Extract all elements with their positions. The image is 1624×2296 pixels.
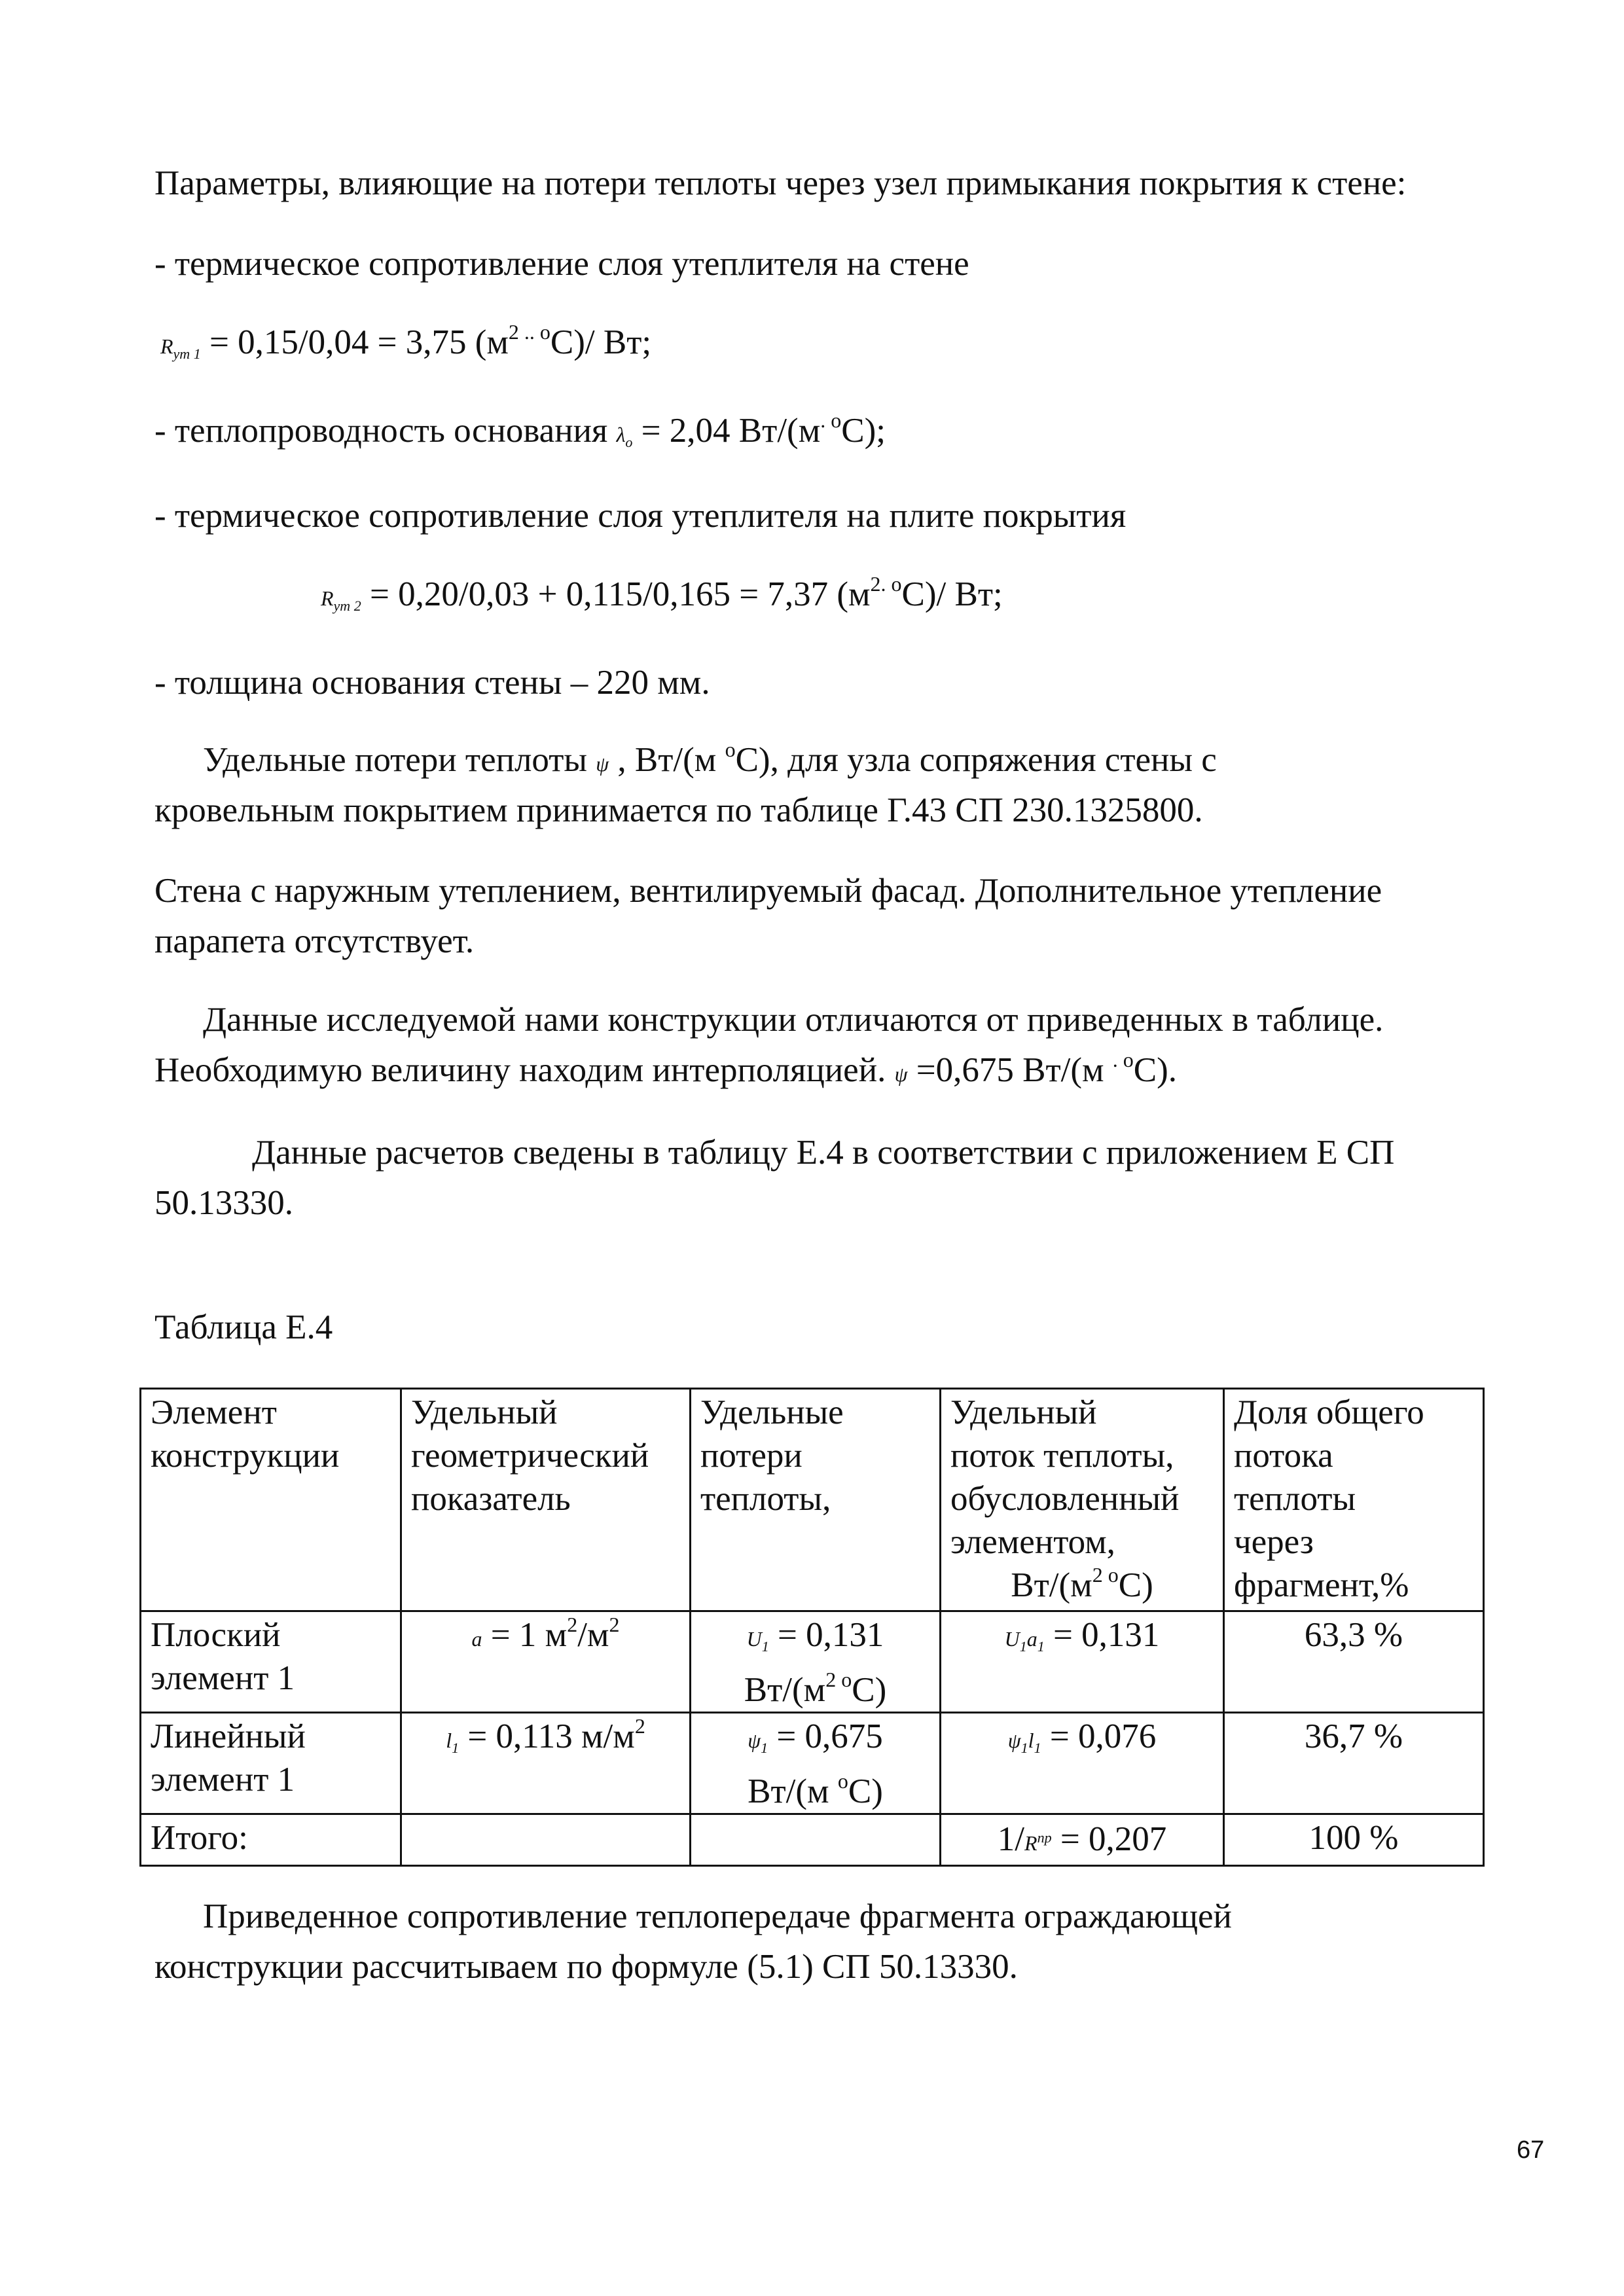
cell-line: элемент 1	[151, 1761, 295, 1799]
superscript: о	[725, 738, 736, 761]
formula-r-ut1	[160, 321, 651, 364]
header-line: Удельные	[700, 1393, 844, 1431]
symbol-lambda: λ	[616, 423, 626, 446]
cell-text: = 1 м	[482, 1616, 568, 1654]
cell-line: Линейный	[151, 1717, 306, 1755]
page-number: 67	[1517, 2136, 1545, 2164]
cell-name	[141, 1611, 401, 1713]
para-text: Необходимую величину находим интерполяцией.	[154, 1051, 895, 1089]
header-line: теплоты	[1234, 1480, 1356, 1518]
table-header-row	[141, 1389, 1484, 1611]
cell-empty	[401, 1814, 691, 1866]
cell-text: /м	[577, 1616, 609, 1654]
header-line: фрагмент,%	[1234, 1566, 1409, 1604]
superscript: о	[837, 1769, 848, 1793]
cell-line	[700, 1770, 930, 1813]
para-text: , Вт/(м	[609, 741, 725, 779]
header-element	[141, 1389, 401, 1611]
intro-line: Параметры, влияющие на потери теплоты через узел примыкания покрытия к стене:	[154, 164, 1407, 202]
unit-text: Вт/(м	[744, 1671, 826, 1709]
cell-text: = 0,113 м/м	[459, 1717, 635, 1755]
superscript-index: пр	[1037, 1829, 1052, 1846]
header-line: теплоты,	[700, 1480, 831, 1518]
header-specific-flow	[941, 1389, 1224, 1611]
subscript: ут 2	[333, 598, 361, 614]
table-caption: Таблица Е.4	[154, 1308, 333, 1346]
unit-tail: С)	[848, 1772, 883, 1810]
header-line: элементом,	[950, 1523, 1115, 1561]
bullet-slab-insulation-resistance: - термическое сопротивление слоя утеплителя на плите покрытия	[154, 497, 1127, 535]
symbol-r: R	[160, 334, 173, 358]
paragraph-resistance-line2: конструкции рассчитываем по формуле (5.1) СП 50.13330.	[154, 1948, 1018, 1986]
symbol-u: U	[1004, 1627, 1020, 1651]
table-row-linear-element	[141, 1713, 1484, 1814]
unit-tail: С)	[852, 1671, 887, 1709]
bullet-base-conductivity	[154, 409, 886, 452]
header-line: Удельный	[950, 1393, 1097, 1431]
superscript: 2	[567, 1613, 578, 1636]
cell-text: = 0,131	[768, 1616, 884, 1654]
superscript: 2	[634, 1714, 645, 1738]
para-text: Удельные потери теплоты	[203, 741, 596, 779]
bullet-wall-thickness: - толщина основания стены – 220 мм.	[154, 664, 710, 702]
subscript: о	[625, 434, 633, 450]
para-text: С), для узла сопряжения стены с	[735, 741, 1217, 779]
paragraph-interpolation-line1: Данные исследуемой нами конструкции отличаются от приведенных в таблице.	[203, 1001, 1384, 1039]
symbol-psi: ψ	[748, 1729, 761, 1752]
formula-text: = 0,20/0,03 + 0,115/0,165 = 7,37 (м	[361, 575, 871, 613]
cell-name	[141, 1713, 401, 1814]
header-line: показатель	[411, 1480, 571, 1518]
bullet-wall-insulation-resistance: - термическое сопротивление слоя утеплителя на стене	[154, 245, 969, 283]
table-e4	[139, 1388, 1485, 1867]
header-line: Удельный	[411, 1393, 558, 1431]
cell-text: = 0,131	[1044, 1616, 1160, 1654]
symbol-r: R	[321, 586, 334, 610]
subscript: 1	[1034, 1740, 1041, 1756]
symbol-a: a	[1026, 1627, 1038, 1651]
formula-tail: С)/ Вт;	[550, 323, 652, 361]
paragraph-interpolation-line2	[154, 1049, 1177, 1092]
header-line: геометрический	[411, 1437, 649, 1475]
cell-geometric	[401, 1611, 691, 1713]
superscript: 2 .. о	[508, 320, 550, 344]
para-text: С).	[1133, 1051, 1178, 1089]
subscript: ут 1	[173, 346, 201, 362]
formula-text: = 0,15/0,04 = 3,75 (м	[200, 323, 509, 361]
subscript: 1	[1019, 1638, 1027, 1655]
symbol-r: R	[1024, 1831, 1038, 1855]
symbol-l: l	[446, 1729, 452, 1752]
paragraph-wall-line1: Стена с наружным утеплением, вентилируемый фасад. Дополнительное утепление	[154, 872, 1382, 910]
header-share	[1224, 1389, 1484, 1611]
superscript: 2 о	[1092, 1563, 1119, 1587]
table-row-total	[141, 1814, 1484, 1866]
cell-share: 36,7 %	[1224, 1713, 1484, 1814]
subscript: 1	[1037, 1638, 1045, 1655]
cell-share: 100 %	[1224, 1814, 1484, 1866]
cell-share: 63,3 %	[1224, 1611, 1484, 1713]
cell-empty	[691, 1814, 941, 1866]
superscript: 2	[609, 1613, 620, 1636]
paragraph-calc-line2: 50.13330.	[154, 1184, 293, 1222]
paragraph-specific-losses-line2: кровельным покрытием принимается по таблице Г.43 СП 230.1325800.	[154, 791, 1203, 829]
cell-text: 1/	[997, 1820, 1025, 1858]
para-text: =0,675 Вт/(м	[907, 1051, 1113, 1089]
superscript: 2 о	[825, 1668, 852, 1691]
symbol-l: l	[1028, 1729, 1034, 1752]
formula-r-ut2	[321, 573, 1003, 616]
header-line: конструкции	[151, 1437, 340, 1475]
header-specific-losses	[691, 1389, 941, 1611]
table-row-flat-element	[141, 1611, 1484, 1713]
paragraph-wall-line2: парапета отсутствует.	[154, 922, 475, 960]
header-line: Доля общего	[1234, 1393, 1424, 1431]
paragraph-resistance-line1: Приведенное сопротивление теплопередаче фрагмента ограждающей	[203, 1897, 1232, 1935]
unit-text: Вт/(м	[1011, 1566, 1092, 1604]
cell-flow	[941, 1814, 1224, 1866]
cell-flow	[941, 1611, 1224, 1713]
formula-tail: С);	[841, 412, 886, 450]
cell-name: Итого:	[141, 1814, 401, 1866]
cell-flow	[941, 1713, 1224, 1814]
formula-tail: С)/ Вт;	[901, 575, 1003, 613]
symbol-psi: ψ	[894, 1062, 908, 1086]
unit-text: Вт/(м	[748, 1772, 838, 1810]
header-line: поток теплоты,	[950, 1437, 1174, 1475]
formula-text: = 2,04 Вт/(м	[632, 412, 821, 450]
subscript: 1	[452, 1740, 460, 1756]
symbol-a: a	[471, 1627, 482, 1651]
symbol-u: U	[746, 1627, 762, 1651]
subscript: 1	[761, 1740, 768, 1756]
header-line: потока	[1234, 1437, 1333, 1475]
cell-line: элемент 1	[151, 1659, 295, 1697]
cell-geometric	[401, 1713, 691, 1814]
cell-losses	[691, 1713, 941, 1814]
cell-losses	[691, 1611, 941, 1713]
superscript: 2. о	[870, 572, 902, 596]
bullet-text: - теплопроводность основания	[154, 412, 617, 450]
cell-line	[700, 1613, 930, 1668]
cell-text: = 0,675	[768, 1717, 883, 1755]
subscript: 1	[1020, 1740, 1028, 1756]
cell-line	[700, 1715, 930, 1770]
cell-text: = 0,076	[1041, 1717, 1157, 1755]
cell-text: = 0,207	[1051, 1820, 1167, 1858]
superscript: . о	[1112, 1048, 1134, 1071]
header-geometric-index	[401, 1389, 691, 1611]
header-unit-line	[950, 1564, 1214, 1607]
subscript: 1	[761, 1638, 769, 1655]
header-line: обусловленный	[950, 1480, 1180, 1518]
superscript: . о	[820, 408, 842, 432]
header-line: через	[1234, 1523, 1314, 1561]
paragraph-specific-losses-line1	[203, 738, 1217, 781]
symbol-psi: ψ	[1007, 1729, 1021, 1752]
cell-line	[700, 1668, 930, 1712]
unit-tail: С)	[1118, 1566, 1153, 1604]
symbol-psi: ψ	[596, 752, 609, 776]
header-line: потери	[700, 1437, 803, 1475]
header-line: Элемент	[151, 1393, 277, 1431]
paragraph-calc-line1: Данные расчетов сведены в таблицу Е.4 в соответствии с приложением Е СП	[252, 1134, 1395, 1172]
cell-line: Плоский	[151, 1616, 281, 1654]
